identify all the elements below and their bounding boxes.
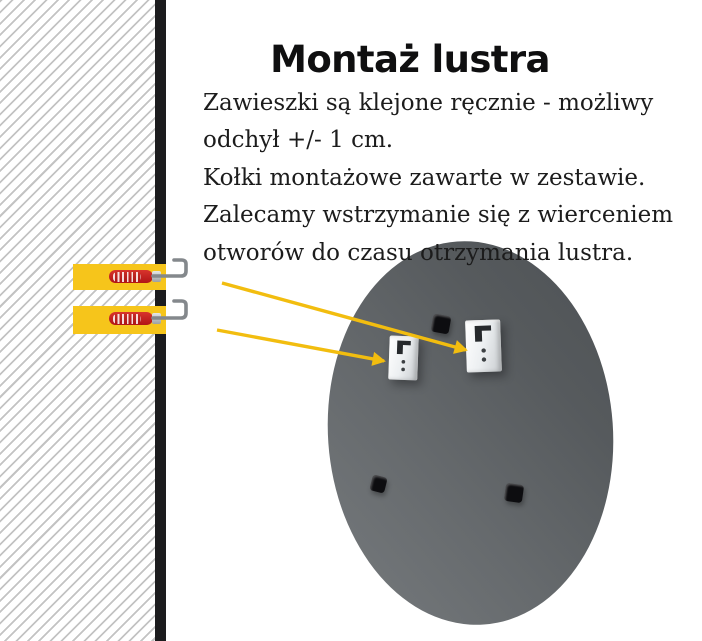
instruction-line: Kołki montażowe zawarte w zestawie. xyxy=(203,164,646,191)
instructions-block xyxy=(203,85,673,272)
adhesive-pad-bottom-right xyxy=(504,483,524,503)
hanger-plate-left xyxy=(388,336,419,381)
page-title: Montaż lustra xyxy=(270,38,550,81)
hook-icon xyxy=(153,255,198,295)
hanger-plate-right xyxy=(465,319,502,372)
instruction-line: Zawieszki są klejone ręcznie - możliwy xyxy=(203,90,654,116)
expansion-plug-icon xyxy=(109,312,153,325)
expansion-plug-icon xyxy=(109,270,153,283)
wall-anchor-top xyxy=(73,255,198,295)
plug-ribs xyxy=(113,272,141,282)
plug-ribs xyxy=(113,314,141,324)
mirror-back xyxy=(315,232,626,635)
instruction-line: Zalecamy wstrzymanie się z wierceniem xyxy=(203,202,674,229)
instruction-line: odchył +/- 1 cm. xyxy=(203,127,394,154)
keyhole-slot-icon xyxy=(388,336,419,381)
instruction-line: otworów do czasu otrzymania lustra. xyxy=(203,239,634,266)
keyhole-slot-icon xyxy=(465,319,502,372)
hook-icon xyxy=(153,297,198,337)
wall-anchor-bottom xyxy=(73,297,198,337)
adhesive-pad-top xyxy=(431,314,452,335)
